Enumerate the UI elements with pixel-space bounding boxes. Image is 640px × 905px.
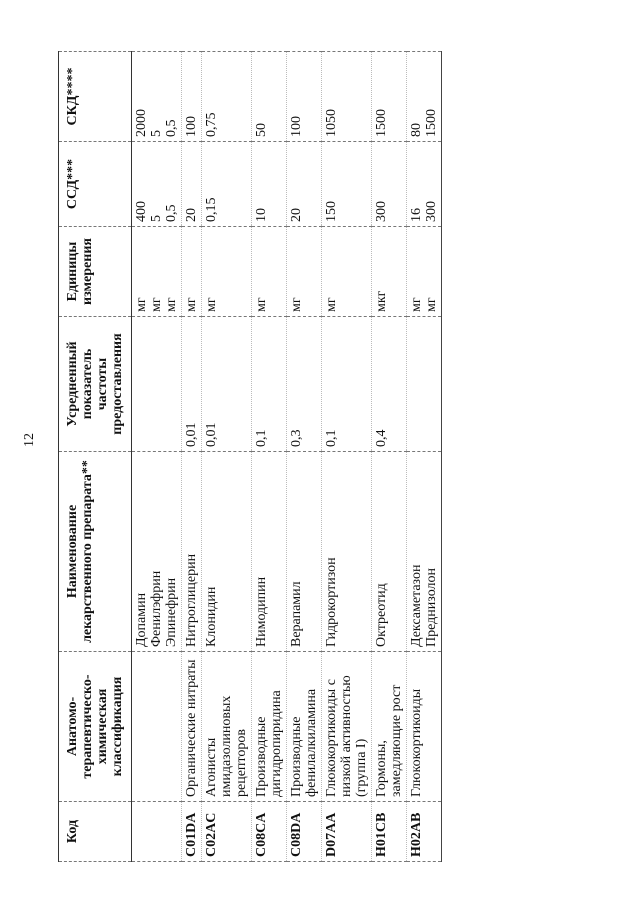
cell-code: H02AB [407, 802, 442, 862]
cell-ssd-line: 16 [409, 208, 424, 222]
cell-skd [407, 52, 442, 142]
cell-skd-line: 50 [254, 123, 269, 137]
cell-ssd [287, 142, 322, 227]
table-row [202, 52, 252, 862]
cell-atc: Глюкокортикоиды [407, 652, 442, 802]
cell-atc [132, 652, 182, 802]
cell-frequency: 0,3 [287, 317, 322, 452]
cell-ssd-line: 0,15 [204, 197, 219, 222]
cell-drug-line: Верапамил [289, 581, 304, 647]
cell-skd [322, 52, 372, 142]
cell-ssd-line: 20 [289, 208, 304, 222]
cell-skd [132, 52, 182, 142]
cell-drug [287, 452, 322, 652]
table-row [407, 52, 442, 862]
cell-drug-line: Клонидин [204, 586, 219, 647]
header-skd: СКД**** [59, 52, 132, 142]
cell-code: C08DA [287, 802, 322, 862]
cell-ssd-line: 300 [374, 201, 389, 222]
header-drug: Наименование лекарственного препарата** [59, 452, 132, 652]
cell-drug [322, 452, 372, 652]
table-row [322, 52, 372, 862]
cell-frequency: 0,01 [182, 317, 202, 452]
cell-drug [252, 452, 287, 652]
cell-unit-line: мг [289, 297, 304, 312]
cell-drug-line: Нимодипин [254, 576, 269, 647]
cell-unit-line: мкг [374, 290, 389, 312]
cell-unit [287, 227, 322, 317]
cell-frequency: 0,4 [372, 317, 407, 452]
cell-skd-line: 100 [184, 116, 199, 137]
cell-drug [182, 452, 202, 652]
cell-drug [202, 452, 252, 652]
cell-drug-line: Дексаметазон [409, 564, 424, 647]
table-row [182, 52, 202, 862]
rotated-page [58, 52, 608, 862]
cell-ssd [407, 142, 442, 227]
cell-unit [322, 227, 372, 317]
cell-unit [407, 227, 442, 317]
cell-ssd [372, 142, 407, 227]
table-row [372, 52, 407, 862]
cell-ssd-line: 150 [324, 201, 339, 222]
cell-unit-line: мг [424, 297, 439, 312]
cell-unit [132, 227, 182, 317]
header-ssd: ССД*** [59, 142, 132, 227]
cell-unit-line: мг [184, 297, 199, 312]
cell-frequency: 0,1 [252, 317, 287, 452]
cell-atc: Производные дигидропиридина [252, 652, 287, 802]
cell-skd-line: 1050 [324, 109, 339, 137]
cell-atc: Производные фенилалкиламина [287, 652, 322, 802]
table-row [287, 52, 322, 862]
cell-code: C01DA [182, 802, 202, 862]
cell-drug-line: Гидрокортизон [324, 557, 339, 647]
cell-code: D07AA [322, 802, 372, 862]
cell-drug-line: Фенилэфрин [149, 570, 164, 647]
cell-ssd-line: 300 [424, 201, 439, 222]
cell-skd-line: 5 [149, 130, 164, 137]
cell-skd [287, 52, 322, 142]
cell-skd-line: 0,75 [204, 112, 219, 137]
cell-skd-line: 2000 [134, 109, 149, 137]
cell-unit-line: мг [409, 297, 424, 312]
cell-ssd [182, 142, 202, 227]
table-header [59, 52, 132, 862]
cell-unit-line: мг [134, 297, 149, 312]
cell-code: H01CB [372, 802, 407, 862]
cell-unit-line: мг [254, 297, 269, 312]
cell-ssd-line: 5 [149, 215, 164, 222]
cell-unit-line: мг [204, 297, 219, 312]
cell-skd [252, 52, 287, 142]
cell-drug-line: Октреотид [374, 583, 389, 647]
medication-table [58, 51, 442, 862]
cell-unit [182, 227, 202, 317]
cell-skd [182, 52, 202, 142]
cell-ssd [322, 142, 372, 227]
cell-code [132, 802, 182, 862]
cell-atc: Гормоны, замедляющие рост [372, 652, 407, 802]
cell-atc: Агонисты имидазолиновых рецепторов [202, 652, 252, 802]
cell-atc: Органические нитраты [182, 652, 202, 802]
header-code: Код [59, 802, 132, 862]
cell-unit [202, 227, 252, 317]
cell-skd [372, 52, 407, 142]
cell-unit-line: мг [324, 297, 339, 312]
cell-skd-line: 1500 [374, 109, 389, 137]
header-frequency: Усредненный показатель частоты предоставления [59, 317, 132, 452]
cell-frequency [132, 317, 182, 452]
cell-ssd-line: 400 [134, 201, 149, 222]
cell-unit [252, 227, 287, 317]
cell-skd-line: 80 [409, 123, 424, 137]
cell-skd [202, 52, 252, 142]
header-atc: Анатомо-терапевтическо-химическая классификация [59, 652, 132, 802]
cell-drug-line: Эпинефрин [164, 577, 179, 647]
cell-skd-line: 0,5 [164, 119, 179, 137]
page-number: 12 [22, 433, 37, 447]
table-body [132, 52, 442, 862]
cell-drug-line: Преднизолон [424, 568, 439, 647]
cell-ssd [252, 142, 287, 227]
cell-ssd-line: 0,5 [164, 204, 179, 222]
header-unit: Единицы измерения [59, 227, 132, 317]
cell-drug [132, 452, 182, 652]
table-row [132, 52, 182, 862]
cell-ssd [202, 142, 252, 227]
cell-frequency: 0,01 [202, 317, 252, 452]
cell-drug [407, 452, 442, 652]
cell-unit [372, 227, 407, 317]
cell-code: C02AC [202, 802, 252, 862]
cell-code: C08CA [252, 802, 287, 862]
cell-unit-line: мг [164, 297, 179, 312]
cell-drug-line: Нитроглицерин [184, 553, 199, 647]
cell-drug [372, 452, 407, 652]
cell-ssd-line: 20 [184, 208, 199, 222]
table-row [252, 52, 287, 862]
cell-ssd-line: 10 [254, 208, 269, 222]
cell-unit-line: мг [149, 297, 164, 312]
cell-atc: Глюкокортикоиды с низкой активностью (группа I) [322, 652, 372, 802]
cell-drug-line: Допамин [134, 592, 149, 647]
cell-skd-line: 100 [289, 116, 304, 137]
cell-ssd [132, 142, 182, 227]
cell-skd-line: 1500 [424, 109, 439, 137]
cell-frequency [407, 317, 442, 452]
cell-frequency: 0,1 [322, 317, 372, 452]
